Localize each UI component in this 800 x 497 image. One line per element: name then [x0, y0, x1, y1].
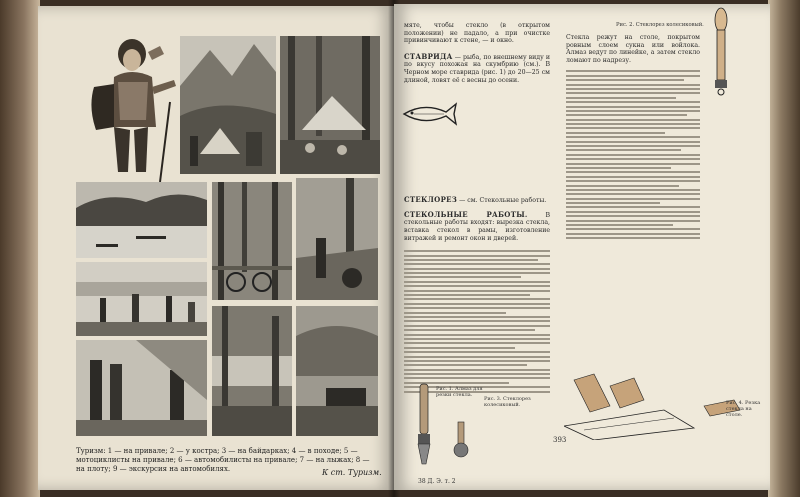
figure-3-caption: Рис. 3. Стеклорез колесиковый.	[484, 396, 531, 408]
photo-beach-group	[76, 262, 207, 336]
body-text-lines	[404, 250, 550, 393]
page-number: 393	[553, 436, 567, 444]
left-page-reference: К ст. Туризм.	[322, 468, 382, 477]
photo-lake-boats	[76, 182, 207, 258]
left-page-caption: Туризм: 1 — на привале; 2 — у костра; 3 — на байдарках; 4 — в походе; 5 — мотоциклисты на привале; 6 — автомобилисты на привале; 7 — на лыжах; 8 — на плоту; 9 — экскурсия на автомобилях.	[76, 447, 370, 473]
term-steklorez-text: — см. Стекольные работы.	[459, 197, 547, 205]
right-page-column-right	[566, 22, 704, 242]
page-folio: 38 Д. Э. т. 2	[418, 478, 456, 485]
wheel-cutter-illustration	[446, 420, 476, 460]
photo-hiker	[74, 32, 184, 182]
photo-tent-forest	[280, 36, 380, 174]
photo-forest-cyclists	[212, 182, 292, 300]
intro-text: мяте, чтобы стекло (в открытом положении) не падало, а при очистке привинчивают к стене, — и окно.	[404, 22, 550, 45]
term-glass-works: СТЕКОЛЬНЫЕ РАБОТЫ.	[404, 209, 528, 219]
figure-2-title: Рис. 2. Стеклорез колесиковый.	[616, 22, 704, 28]
term-stavrida: СТАВРИДА	[404, 51, 453, 61]
term-steklorez: СТЕКЛОРЕЗ	[404, 195, 458, 205]
diamond-tool-illustration	[412, 380, 436, 470]
right-page-column-left	[404, 22, 550, 395]
photo-camp-mountains	[180, 36, 276, 174]
photo-car-rest	[296, 306, 378, 436]
photo-motorcyclists	[296, 178, 378, 300]
glass-cutter-illustration	[706, 6, 736, 96]
photo-riverbank	[212, 306, 292, 436]
fish-illustration	[400, 96, 460, 132]
book-edge-left	[0, 0, 40, 497]
term-stavrida-text: — рыба, по внешнему виду и по вкусу похожая на скумбрию (см.). В Черном море ставрида (рис. 1) до 20—25 см длиной, ловят её с весны до осени.	[404, 53, 550, 84]
figure-4-caption: Рис. 4. Резка стекла на столе.	[726, 400, 761, 418]
book-edge-right	[768, 0, 800, 497]
right-body-text-lines	[566, 70, 700, 239]
right-column-text: Стекла режут на столе, покрытом ровным слоем сукна или войлока. Алмаз ведут по линейке, а затем стекло ломают по надрезу.	[566, 34, 700, 64]
photo-skiers	[76, 340, 207, 436]
term-glass-works-text: В стекольные работы входят: вырезка стекла, вставка стекол в рамы, изготовление витражей и ремонт окон и дверей.	[404, 211, 550, 242]
figure-1-caption: Рис. 1. Алмаз для резки стекла.	[436, 386, 483, 398]
